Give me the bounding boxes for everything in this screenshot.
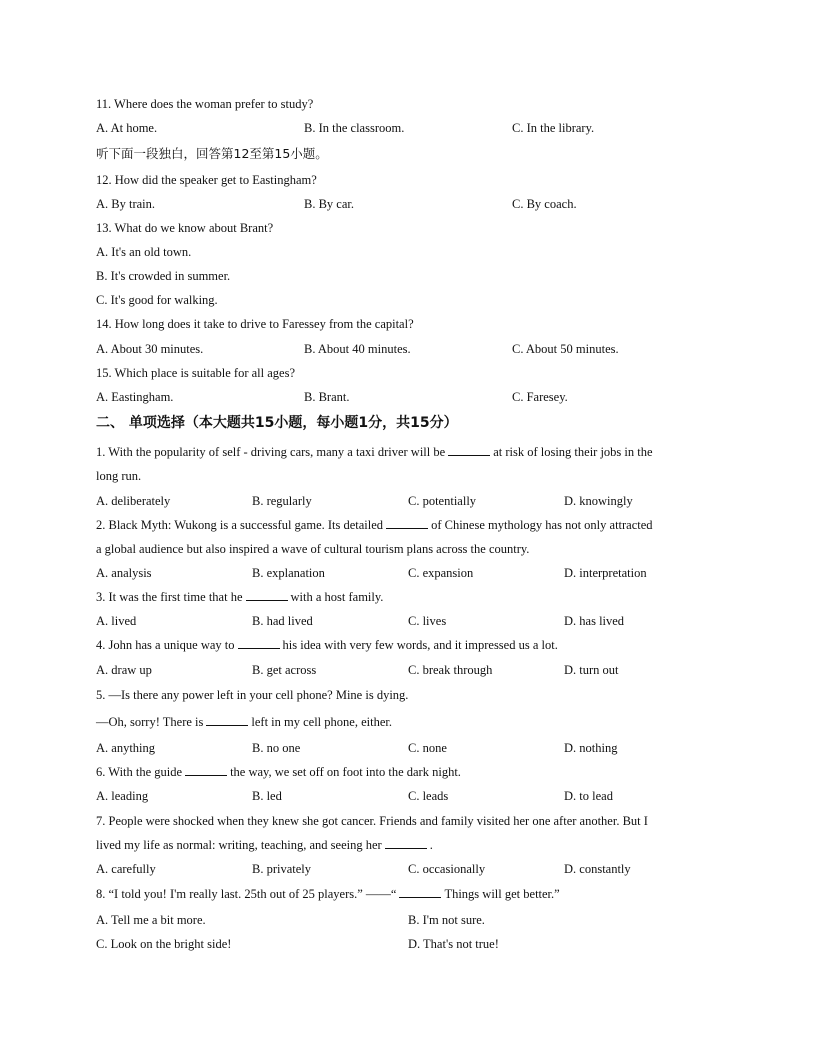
answer-blank — [246, 589, 288, 601]
question-13-option-c: C. It's good for walking. — [96, 293, 218, 307]
mc-question-2-stem — [96, 517, 653, 533]
mc-question-1-option-c: C. potentially — [408, 494, 477, 508]
mc-question-1-stem-part2: at risk of losing their jobs in the — [493, 445, 653, 459]
mc-question-6-option-b: B. led — [252, 789, 282, 803]
mc-question-1-option-a: A. deliberately — [96, 494, 171, 508]
answer-blank — [448, 444, 490, 456]
mc-question-2-option-c: C. expansion — [408, 566, 474, 580]
mc-question-6-option-c: C. leads — [408, 789, 449, 803]
answer-blank — [385, 837, 427, 849]
mc-question-8-option-c: C. Look on the bright side! — [96, 937, 232, 951]
question-12-option-c: C. By coach. — [512, 197, 577, 211]
question-15-stem: 15. Which place is suitable for all ages? — [96, 366, 296, 380]
question-13-option-b: B. It's crowded in summer. — [96, 269, 231, 283]
mc-question-4-stem-part1: 4. John has a unique way to — [96, 638, 235, 652]
question-14-option-a: A. About 30 minutes. — [96, 342, 204, 356]
answer-blank — [399, 886, 441, 898]
question-12-stem: 12. How did the speaker get to Eastingham? — [96, 173, 317, 187]
mc-question-5-reply — [96, 714, 392, 730]
question-11-stem: 11. Where does the woman prefer to study? — [96, 97, 314, 111]
mc-question-7-stem-part1: lived my life as normal: writing, teaching, and seeing her — [96, 838, 382, 852]
answer-blank — [206, 714, 248, 726]
mc-question-5-reply-part2: left in my cell phone, either. — [251, 715, 392, 729]
question-15-option-c: C. Faresey. — [512, 390, 568, 404]
mc-question-3-stem — [96, 589, 383, 605]
mc-question-1-option-b: B. regularly — [252, 494, 312, 508]
mc-question-7-option-a: A. carefully — [96, 862, 156, 876]
mc-question-5-reply-part1: —Oh, sorry! There is — [96, 715, 204, 729]
mc-question-4-stem — [96, 637, 558, 653]
mc-question-2-option-d: D. interpretation — [564, 566, 647, 580]
mc-question-5-stem: 5. —Is there any power left in your cell phone? Mine is dying. — [96, 688, 409, 702]
mc-question-5-option-d: D. nothing — [564, 741, 618, 755]
mc-question-8-option-d: D. That's not true! — [408, 937, 499, 951]
section-2-heading: 二、 单项选择（本大题共15小题，每小题1分，共15分） — [96, 415, 458, 431]
question-15-option-b: B. Brant. — [304, 390, 350, 404]
answer-blank — [185, 764, 227, 776]
mc-question-8-option-a: A. Tell me a bit more. — [96, 913, 206, 927]
question-12-option-a: A. By train. — [96, 197, 156, 211]
mc-question-3-stem-part2: with a host family. — [290, 590, 384, 604]
question-12-option-b: B. By car. — [304, 197, 354, 211]
mc-question-2-stem-part2: of Chinese mythology has not only attracted — [431, 518, 653, 532]
question-11-option-a: A. At home. — [96, 121, 158, 135]
mc-question-8-option-b: B. I'm not sure. — [408, 913, 485, 927]
mc-question-1-stem-line2: long run. — [96, 469, 142, 483]
mc-question-6-option-d: D. to lead — [564, 789, 613, 803]
mc-question-7-stem-line2 — [96, 837, 433, 853]
mc-question-4-option-a: A. draw up — [96, 663, 152, 677]
question-14-option-c: C. About 50 minutes. — [512, 342, 619, 356]
mc-question-1-stem-part1: 1. With the popularity of self - driving cars, many a taxi driver will be — [96, 445, 446, 459]
mc-question-5-option-c: C. none — [408, 741, 447, 755]
question-14-stem: 14. How long does it take to drive to Faressey from the capital? — [96, 317, 414, 331]
answer-blank — [238, 637, 280, 649]
mc-question-2-option-a: A. analysis — [96, 566, 152, 580]
mc-question-7-option-b: B. privately — [252, 862, 312, 876]
mc-question-1-stem — [96, 444, 653, 460]
mc-question-3-option-d: D. has lived — [564, 614, 625, 628]
question-11-option-c: C. In the library. — [512, 121, 595, 135]
mc-question-6-stem-part1: 6. With the guide — [96, 765, 183, 779]
mc-question-6-option-a: A. leading — [96, 789, 149, 803]
mc-question-6-stem-part2: the way, we set off on foot into the dark night. — [230, 765, 461, 779]
mc-question-3-option-a: A. lived — [96, 614, 137, 628]
mc-question-2-option-b: B. explanation — [252, 566, 325, 580]
mc-question-7-stem-part2: . — [429, 838, 433, 852]
mc-question-8-stem-part1: 8. “I told you! I'm really last. 25th out of 25 players.” ——“ — [96, 887, 397, 901]
mc-question-8-stem — [96, 886, 560, 902]
mc-question-5-option-a: A. anything — [96, 741, 156, 755]
mc-question-5-option-b: B. no one — [252, 741, 301, 755]
mc-question-8-stem-part2: Things will get better.” — [444, 887, 560, 901]
mc-question-4-stem-part2: his idea with very few words, and it impressed us a lot. — [282, 638, 558, 652]
mc-question-2-stem-line2: a global audience but also inspired a wave of cultural tourism plans across the country. — [96, 542, 530, 556]
mc-question-3-option-b: B. had lived — [252, 614, 313, 628]
question-15-option-a: A. Eastingham. — [96, 390, 174, 404]
mc-question-1-option-d: D. knowingly — [564, 494, 633, 508]
mc-question-7-option-c: C. occasionally — [408, 862, 486, 876]
question-11-option-b: B. In the classroom. — [304, 121, 405, 135]
mc-question-3-stem-part1: 3. It was the first time that he — [96, 590, 243, 604]
mc-question-7-stem: 7. People were shocked when they knew she got cancer. Friends and family visited her one after another. But I — [96, 814, 648, 828]
mc-question-3-option-c: C. lives — [408, 614, 447, 628]
monologue-instruction: 听下面一段独白，回答第12至第15小题。 — [96, 146, 328, 161]
mc-question-4-option-b: B. get across — [252, 663, 317, 677]
mc-question-6-stem — [96, 764, 461, 780]
mc-question-4-option-c: C. break through — [408, 663, 493, 677]
question-13-option-a: A. It's an old town. — [96, 245, 192, 259]
mc-question-4-option-d: D. turn out — [564, 663, 619, 677]
question-14-option-b: B. About 40 minutes. — [304, 342, 411, 356]
mc-question-7-option-d: D. constantly — [564, 862, 631, 876]
mc-question-2-stem-part1: 2. Black Myth: Wukong is a successful game. Its detailed — [96, 518, 384, 532]
answer-blank — [386, 517, 428, 529]
question-13-stem: 13. What do we know about Brant? — [96, 221, 274, 235]
